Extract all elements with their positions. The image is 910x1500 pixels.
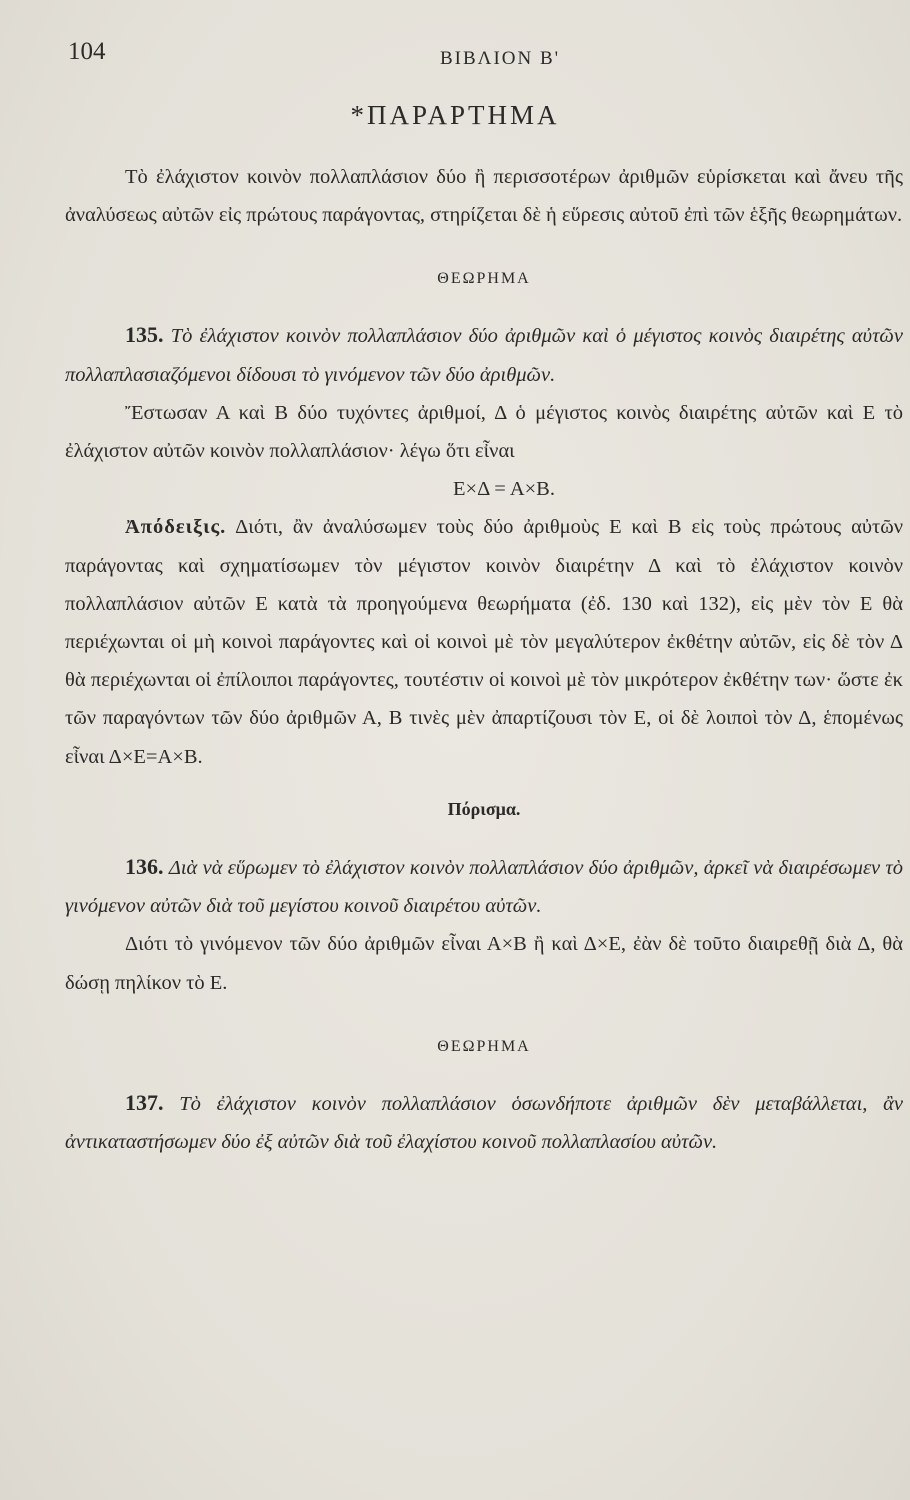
theorem-137-statement	[65, 1084, 903, 1161]
theorem-135-heading: ΘΕΩΡΗΜΑ	[437, 270, 531, 288]
theorem-137-number: 137.	[125, 1089, 164, 1115]
theorem-135-text: Τὸ ἐλάχιστον κοινὸν πολλαπλάσιον δύο ἀριθμῶν καὶ ὁ μέγιστος κοινὸς διαιρέτης αὐτῶν πολλαπλασιαζόμενοι δίδουσι τὸ γινόμενον τῶν δύο ἀριθμῶν.	[65, 325, 903, 386]
corollary-title: Πόρισμα.	[447, 798, 521, 819]
theorem-135-proof	[65, 508, 903, 775]
corollary-136-statement	[65, 848, 903, 925]
corollary-136-number: 136.	[125, 854, 164, 880]
theorem-137-heading: ΘΕΩΡΗΜΑ	[437, 1037, 531, 1055]
corollary-136-body: Διότι τὸ γινόμενον τῶν δύο ἀριθμῶν εἶναι Α×Β ἢ καὶ Δ×Ε, ἐὰν δὲ τοῦτο διαιρεθῇ διὰ Δ, θὰ δώσῃ πηλίκον τὸ Ε.	[65, 933, 903, 994]
corollary-136-text: Διὰ νὰ εὕρωμεν τὸ ἐλάχιστον κοινὸν πολλαπλάσιον δύο ἀριθμῶν, ἀρκεῖ νὰ διαιρέσωμεν τὸ γινόμενον αὐτῶν διὰ τοῦ μεγίστου κοινοῦ διαιρέτου αὐτῶν.	[65, 857, 904, 918]
theorem-135-statement	[65, 316, 903, 393]
proof-text: Διότι, ἂν ἀναλύσωμεν τοὺς δύο ἀριθμοὺς Ε καὶ Β εἰς τοὺς πρώτους αὐτῶν παράγοντας καὶ σχηματίσωμεν τὸν μέγιστον κοινὸν διαιρέτην Δ καὶ τὸ ἐλάχιστον κοινὸν πολλαπλάσιον αὐτῶν Ε κατὰ τὰ προηγούμενα θεωρήματα (ἐδ. 130 καὶ 132), εἰς μὲν τὸν Ε θὰ περιέχωνται οἱ μὴ κοινοὶ παράγοντες καὶ οἱ κοινοὶ μὲ τὸν μεγαλύτερον ἐκθέτην αὐτῶν, εἰς δὲ τὸν Δ θὰ περιέχωνται οἱ ἐπίλοιποι παράγοντες, τουτέστιν οἱ κοινοὶ μὲ τὸν μικρότερον ἐκθέτην των· ὥστε ἐκ τῶν παραγόντων τῶν δύο ἀριθμῶν Α, Β τινὲς μὲν ἀπαρτίζουσι τὸν Ε, οἱ δὲ λοιποὶ τὸν Δ, ἑπομένως εἶναι Δ×Ε=Α×Β.	[65, 516, 903, 768]
intro-paragraph: Τὸ ἐλάχιστον κοινὸν πολλαπλάσιον δύο ἢ περισσοτέρων ἀριθμῶν εὑρίσκεται καὶ ἄνευ τῆς ἀναλύσεως αὐτῶν εἰς πρώτους παράγοντας, στηρίζεται δὲ ἡ εὕρεσις αὐτοῦ ἐπὶ τῶν ἑξῆς θεωρημάτων.	[65, 166, 903, 227]
theorem-135-formula: Ε×Δ = Α×Β.	[453, 478, 555, 501]
proof-label: Ἀπόδειξις.	[125, 516, 227, 539]
page-header	[0, 38, 910, 78]
running-head: ΒΙΒΛΙΟΝ Β'	[440, 48, 561, 69]
page-body	[65, 158, 903, 1161]
theorem-135-setup: Ἔστωσαν Α καὶ Β δύο τυχόντες ἀριθμοί, Δ ὁ μέγιστος κοινὸς διαιρέτης αὐτῶν καὶ Ε τὸ ἐλάχιστον αὐτῶν κοινὸν πολλαπλάσιον· λέγω ὅτι εἶναι	[65, 401, 903, 463]
page-number: 104	[68, 38, 106, 65]
appendix-title: *ΠΑΡΑΡΤΗΜΑ	[350, 100, 560, 130]
theorem-135-number: 135.	[125, 322, 164, 348]
theorem-137-text: Τὸ ἐλάχιστον κοινὸν πολλαπλάσιον ὁσωνδήποτε ἀριθμῶν δὲν μεταβάλλεται, ἂν ἀντικαταστήσωμεν δύο ἐξ αὐτῶν διὰ τοῦ ἐλαχίστου κοινοῦ πολλαπλασίου αὐτῶν.	[65, 1092, 903, 1154]
